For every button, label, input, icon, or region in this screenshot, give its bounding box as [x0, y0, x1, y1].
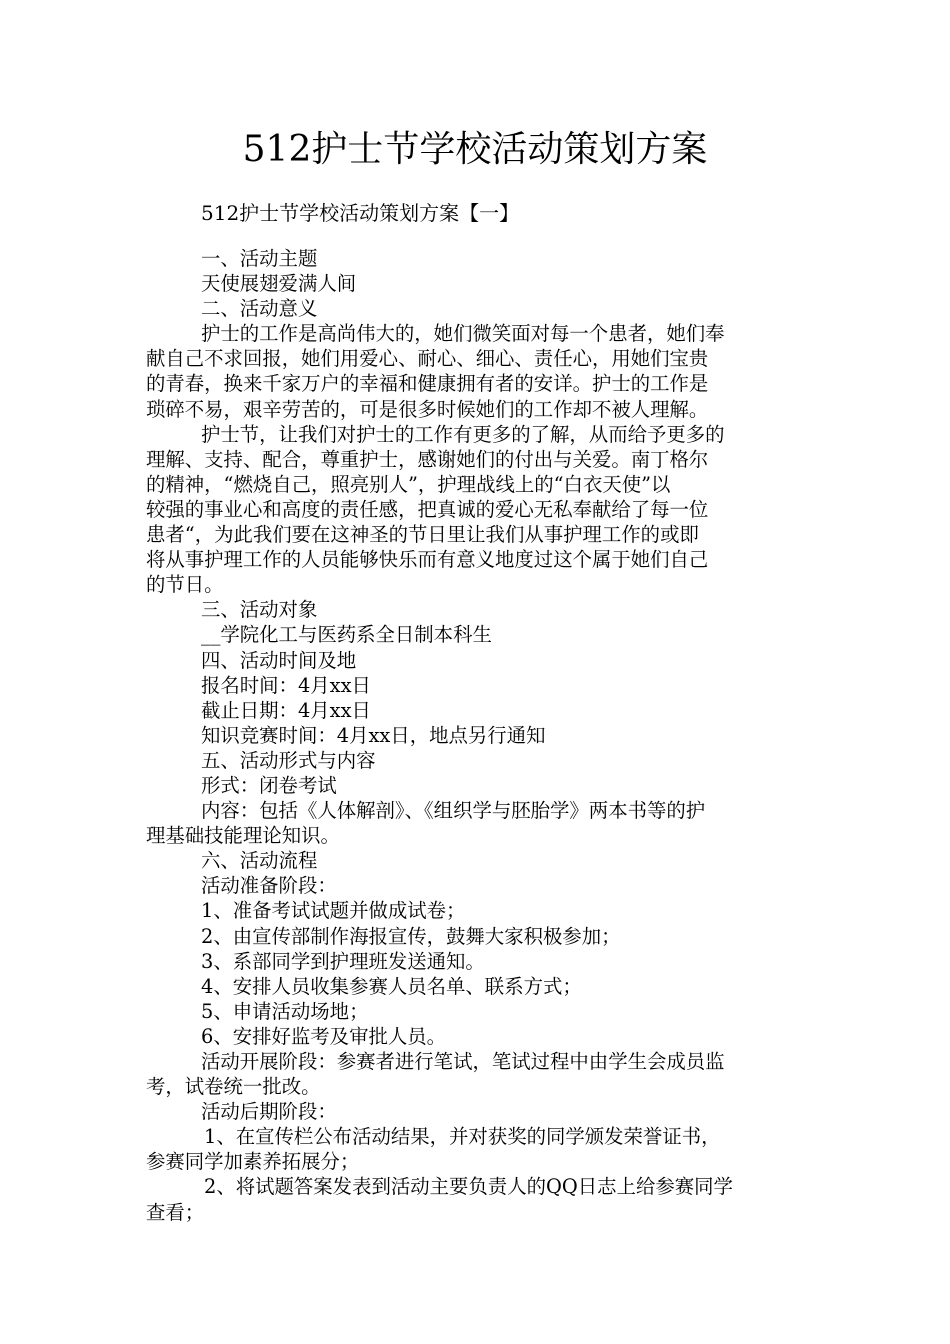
list-item: 1、在宣传栏公布活动结果，并对获奖的同学颁发荣誉证书， — [204, 1125, 721, 1149]
list-item: 5、申请活动场地； — [201, 999, 369, 1023]
section-heading: 六、活动流程 — [201, 849, 318, 873]
paragraph-line: __学院化工与医药系全日制本科生 — [201, 623, 492, 647]
paragraph-line: 活动后期阶段： — [201, 1100, 337, 1124]
paragraph-line: 理基础技能理论知识。 — [146, 824, 340, 848]
paragraph-line: 天使展翅爱满人间 — [201, 272, 357, 296]
paragraph-line: 献自己不求回报，她们用爱心、耐心、细心、责任心，用她们宝贵 — [146, 347, 709, 371]
paragraph-line: 的精神，“燃烧自己，照亮别人”，护理战线上的“白衣天使”以 — [146, 472, 671, 496]
list-item: 2、由宣传部制作海报宣传，鼓舞大家积极参加； — [201, 924, 621, 948]
list-item: 6、安排好监考及审批人员。 — [201, 1024, 447, 1048]
paragraph-line: 将从事护理工作的人员能够快乐而有意义地度过这个属于她们自己 — [146, 548, 709, 572]
section-heading: 一、活动主题 — [201, 247, 318, 270]
paragraph-line: 患者“，为此我们要在这神圣的节日里让我们从事护理工作的或即 — [146, 523, 699, 547]
paragraph-line: 活动准备阶段： — [201, 874, 337, 898]
section-heading: 二、活动意义 — [201, 297, 318, 321]
list-item: 3、系部同学到护理班发送通知。 — [201, 949, 485, 973]
paragraph-line: 知识竞赛时间：4月xx日，地点另行通知 — [201, 723, 546, 747]
paragraph-line: 内容：包括《人体解剖》、《组织学与胚胎学》两本书等的护 — [201, 799, 706, 823]
document-title: 512护士节学校活动策划方案 — [242, 129, 708, 170]
paragraph-line: 护士的工作是高尚伟大的，她们微笑面对每一个患者，她们奉 — [201, 322, 725, 346]
paragraph-line: 活动开展阶段：参赛者进行笔试，笔试过程中由学生会成员监 — [201, 1050, 725, 1073]
paragraph-line: 理解、支持、配合，尊重护士，感谢她们的付出与关爱。南丁格尔 — [146, 447, 709, 471]
list-item: 1、准备考试试题并做成试卷； — [201, 899, 466, 923]
paragraph-line: 参赛同学加素养拓展分； — [146, 1150, 360, 1174]
list-item: 4、安排人员收集参赛人员名单、联系方式； — [201, 974, 582, 998]
paragraph-line: 的节日。 — [146, 573, 224, 597]
paragraph-line: 形式：闭卷考试 — [201, 773, 337, 797]
list-item: 2、将试题答案发表到活动主要负责人的QQ日志上给参赛同学 — [204, 1175, 733, 1199]
paragraph-line: 截止日期：4月xx日 — [201, 698, 371, 722]
paragraph-line: 护士节，让我们对护士的工作有更多的了解，从而给予更多的 — [201, 422, 725, 446]
paragraph-line: 考，试卷统一批改。 — [146, 1075, 321, 1099]
paragraph-line: 查看； — [146, 1200, 205, 1224]
document-subtitle: 512护士节学校活动策划方案【一】 — [201, 201, 520, 225]
section-heading: 三、活动对象 — [201, 598, 318, 622]
paragraph-line: 报名时间：4月xx日 — [201, 673, 371, 697]
paragraph-line: 琐碎不易，艰辛劳苦的，可是很多时候她们的工作却不被人理解。 — [146, 397, 709, 421]
paragraph-line: 的青春，换来千家万户的幸福和健康拥有者的安详。护士的工作是 — [146, 372, 709, 396]
section-heading: 四、活动时间及地 — [201, 648, 357, 672]
document-body — [146, 246, 806, 1225]
paragraph-line: 较强的事业心和高度的责任感，把真诚的爱心无私奉献给了每一位 — [146, 497, 709, 521]
section-heading: 五、活动形式与内容 — [201, 748, 376, 772]
